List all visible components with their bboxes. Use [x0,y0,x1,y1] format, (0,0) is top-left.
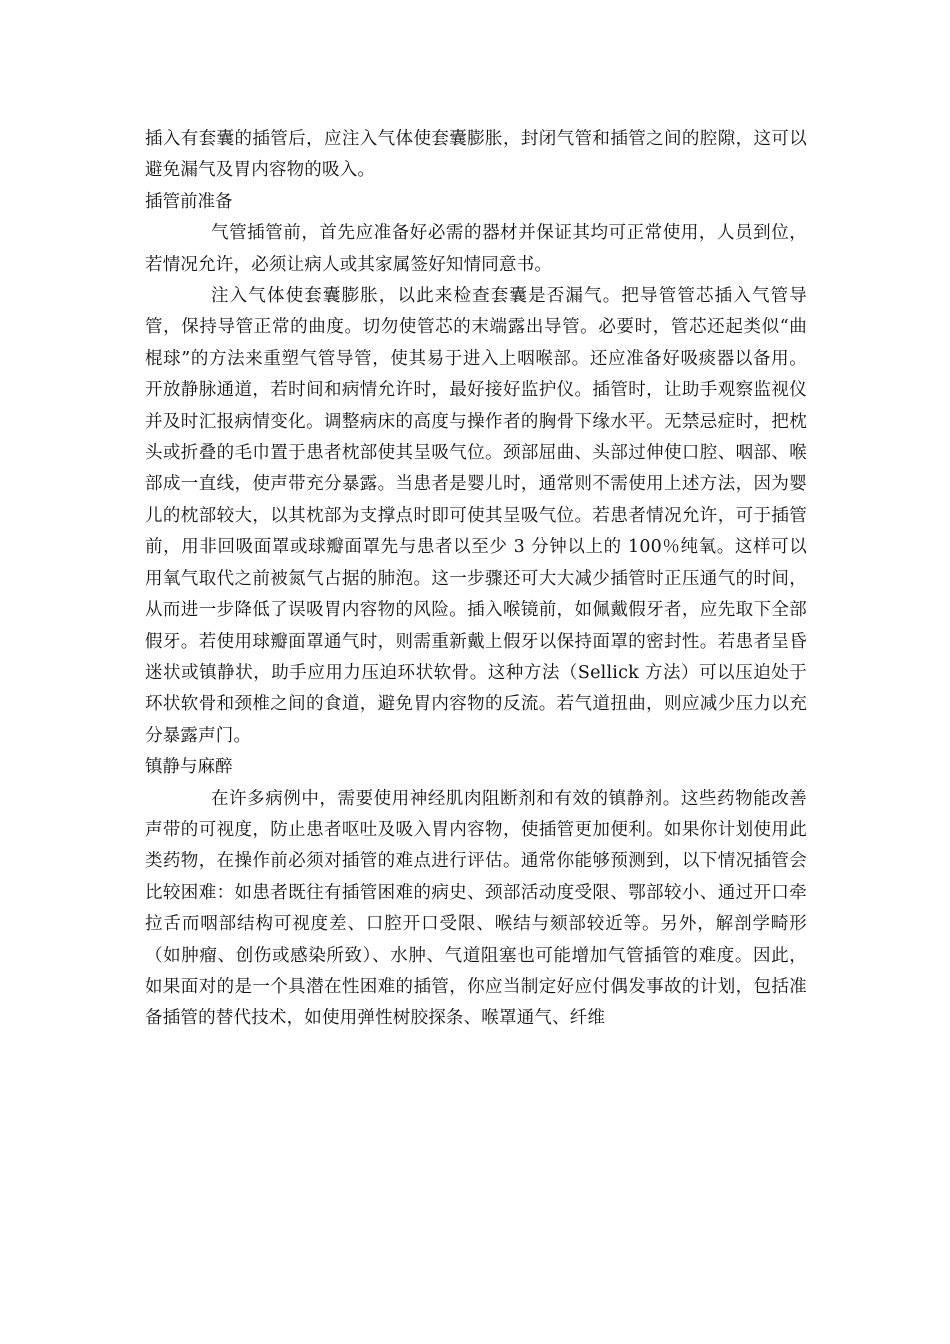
document-body [145,124,807,1035]
intro-paragraph: 插入有套囊的插管后，应注入气体使套囊膨胀，封闭气管和插管之间的腔隙，这可以避免漏气及胃内容物的吸入。 [145,129,807,181]
section-heading-prep: 插管前准备 [145,191,233,212]
prep-paragraph-1: 气管插管前，首先应准备好必需的器材并保证其均可正常使用，人员到位，若情况允许，必须让病人或其家属签好知情同意书。 [145,223,807,275]
prep-paragraph-2: 注入气体使套囊膨胀，以此来检查套囊是否漏气。把导管管芯插入气管导管，保持导管正常的曲度。切勿使管芯的末端露出导管。必要时，管芯还起类似“曲棍球”的方法来重塑气管导管，使其易于进入上咽喉部。还应准备好吸痰器以备用。开放静脉通道，若时间和病情允许时，最好接好监护仪。插管时，让助手观察监视仪并及时汇报病情变化。调整病床的高度与操作者的胸骨下缘水平。无禁忌症时，把枕头或折叠的毛巾置于患者枕部使其呈吸气位。颈部屈曲、头部过伸使口腔、咽部、喉部成一直线，使声带充分暴露。当患者是婴儿时，通常则不需使用上述方法，因为婴儿的枕部较大，以其枕部为支撑点时即可使其呈吸气位。若患者情况允许，可于插管前，用非回吸面罩或球瓣面罩先与患者以至少 3 分钟以上的 100％纯氧。这样可以用氧气取代之前被氮气占据的肺泡。这一步骤还可大大减少插管时正压通气的时间，从而进一步降低了误吸胃内容物的风险。插入喉镜前，如佩戴假牙者，应先取下全部假牙。若使用球瓣面罩通气时，则需重新戴上假牙以保持面罩的密封性。若患者呈昏迷状或镇静状，助手应用力压迫环状软骨。这种方法（Sellick 方法）可以压迫处于环状软骨和颈椎之间的食道，避免胃内容物的反流。若气道扭曲，则应减少压力以充分暴露声门。 [145,286,807,746]
sedation-paragraph-1: 在许多病例中，需要使用神经肌肉阻断剂和有效的镇静剂。这些药物能改善声带的可视度，防止患者呕吐及吸入胃内容物，使插管更加便利。如果你计划使用此类药物，在操作前必须对插管的难点进行评估。通常你能够预测到，以下情况插管会比较困难：如患者既往有插管困难的病史、颈部活动度受限、鄂部较小、通过开口牵拉舌而咽部结构可视度差、口腔开口受限、喉结与颏部较近等。另外，解剖学畸形（如肿瘤、创伤或感染所致）、水肿、气道阻塞也可能增加气管插管的难度。因此，如果面对的是一个具潜在性困难的插管，你应当制定好应付偶发事故的计划，包括准备插管的替代技术，如使用弹性树胶探条、喉罩通气、纤维 [145,788,807,1029]
section-heading-sedation: 镇静与麻醉 [145,757,233,778]
